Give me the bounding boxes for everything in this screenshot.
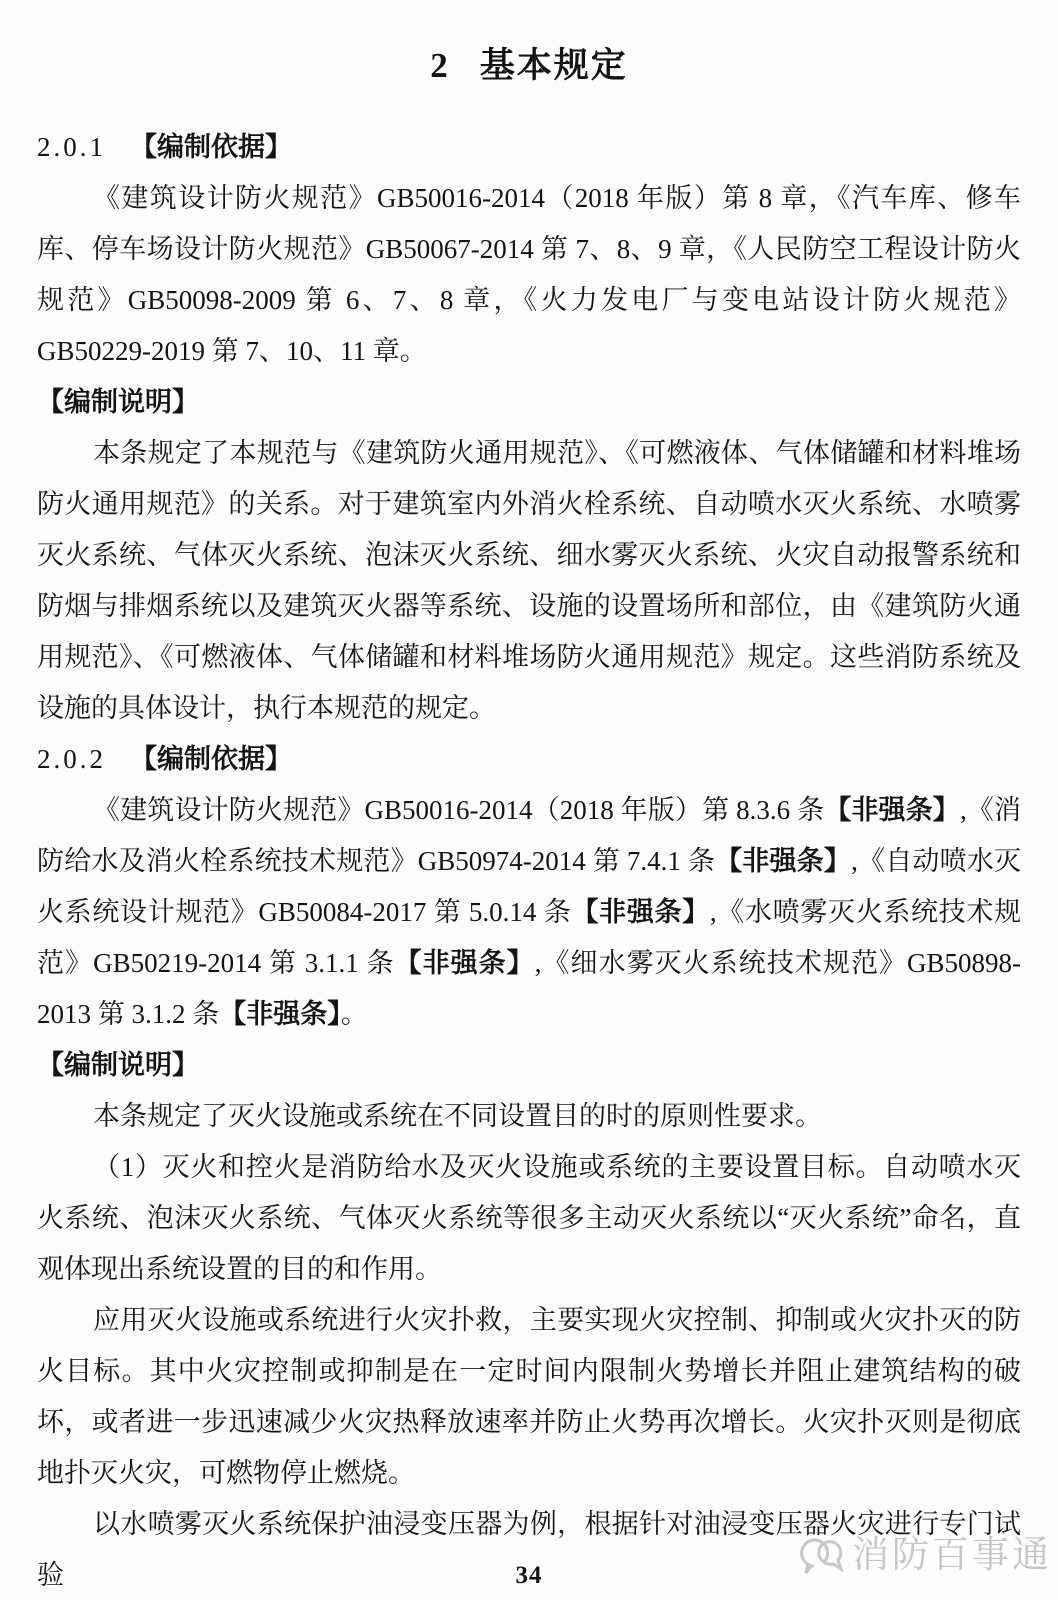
clause-2-0-1-label: 【编制依据】 <box>130 132 292 162</box>
clause-2-0-1-note-heading: 【编制说明】 <box>37 387 199 417</box>
page-content <box>0 44 1058 1600</box>
clause-2-0-1-basis-paragraph: 《建筑设计防火规范》GB50016-2014（2018 年版）第 8 章，《汽车库、修车库、停车场设计防火规范》GB50067-2014 第 7、8、9 章，《人民防空工程设计防火规范》GB50098-2009 第 6、7、8 章，《火力发电厂与变电站设计防火规范》GB50229-2019 第 7、10、11 章。 <box>37 183 1021 366</box>
chapter-number: 2 <box>430 46 450 85</box>
basis-segment: ,《水喷雾灭火系统技术规范》GB50219-2014 第 3.1.1 条 <box>37 897 1022 978</box>
clause-2-0-1-number: 2.0.1 <box>37 132 106 162</box>
clause-2-0-2-heading <box>37 734 1021 785</box>
clause-2-0-2-note-heading: 【编制说明】 <box>37 1050 199 1080</box>
non-mandatory-tag: 【非强条】 <box>824 795 960 825</box>
clause-2-0-2-note-paragraph-2: （1）灭火和控火是消防给水及灭火设施或系统的主要设置目标。自动喷水灭火系统、泡沫灭火系统、气体灭火系统等很多主动灭火系统以“灭火系统”命名，直观体现出系统设置的目的和作用。 <box>37 1152 1021 1284</box>
basis-segment: 。 <box>340 999 368 1029</box>
chapter-title-text: 基本规定 <box>479 46 628 85</box>
clause-2-0-2-number: 2.0.2 <box>37 744 106 774</box>
non-mandatory-tag: 【非强条】 <box>715 846 852 876</box>
clause-2-0-2-note-paragraph-1: 本条规定了灭火设施或系统在不同设置目的时的原则性要求。 <box>93 1101 822 1131</box>
non-mandatory-tag: 【非强条】 <box>394 948 535 978</box>
watermark-text: 消防百事通 <box>852 1534 1052 1575</box>
basis-segment: ,《细水雾灭火系统技术规范》GB50898-2013 第 3.1.2 条 <box>37 948 1022 1029</box>
clause-2-0-2-note-paragraph-3: 应用灭火设施或系统进行火灾扑救，主要实现火灾控制、抑制或火灾扑灭的防火目标。其中火灾控制或抑制是在一定时间内限制火势增长并阻止建筑结构的破坏，或者进一步迅速减少火灾热释放速率并防止火势再次增长。火灾扑灭则是彻底地扑灭火灾，可燃物停止燃烧。 <box>37 1305 1021 1488</box>
non-mandatory-tag: 【非强条】 <box>571 897 710 927</box>
non-mandatory-tag: 【非强条】 <box>219 999 341 1029</box>
clause-2-0-2-note-paragraph-4: 以水喷雾灭火系统保护油浸变压器为例，根据针对油浸变压器火灾进行专门试验 <box>37 1509 1021 1590</box>
basis-segment: ,《消防给水及消火栓系统技术规范》GB50974-2014 第 7.4.1 条 <box>37 795 1022 876</box>
clause-2-0-2-basis-paragraph <box>37 785 1021 1040</box>
page-title <box>37 44 1021 88</box>
clause-2-0-2-label: 【编制依据】 <box>130 744 292 774</box>
clause-2-0-1-note-paragraph: 本条规定了本规范与《建筑防火通用规范》、《可燃液体、气体储罐和材料堆场防火通用规范》的关系。对于建筑室内外消火栓系统、自动喷水灭火系统、水喷雾灭火系统、气体灭火系统、泡沫灭火系统、细水雾灭火系统、火灾自动报警系统和防烟与排烟系统以及建筑灭火器等系统、设施的设置场所和部位，由《建筑防火通用规范》、《可燃液体、气体储罐和材料堆场防火通用规范》规定。这些消防系统及设施的具体设计，执行本规范的规定。 <box>37 438 1021 723</box>
basis-segment: ,《自动喷水灭火系统设计规范》GB50084-2017 第 5.0.14 条 <box>37 846 1022 927</box>
basis-segment: 《建筑设计防火规范》GB50016-2014（2018 年版）第 8.3.6 条 <box>93 795 825 825</box>
clause-2-0-1-heading <box>37 122 1021 173</box>
page-number: 34 <box>515 1562 543 1589</box>
